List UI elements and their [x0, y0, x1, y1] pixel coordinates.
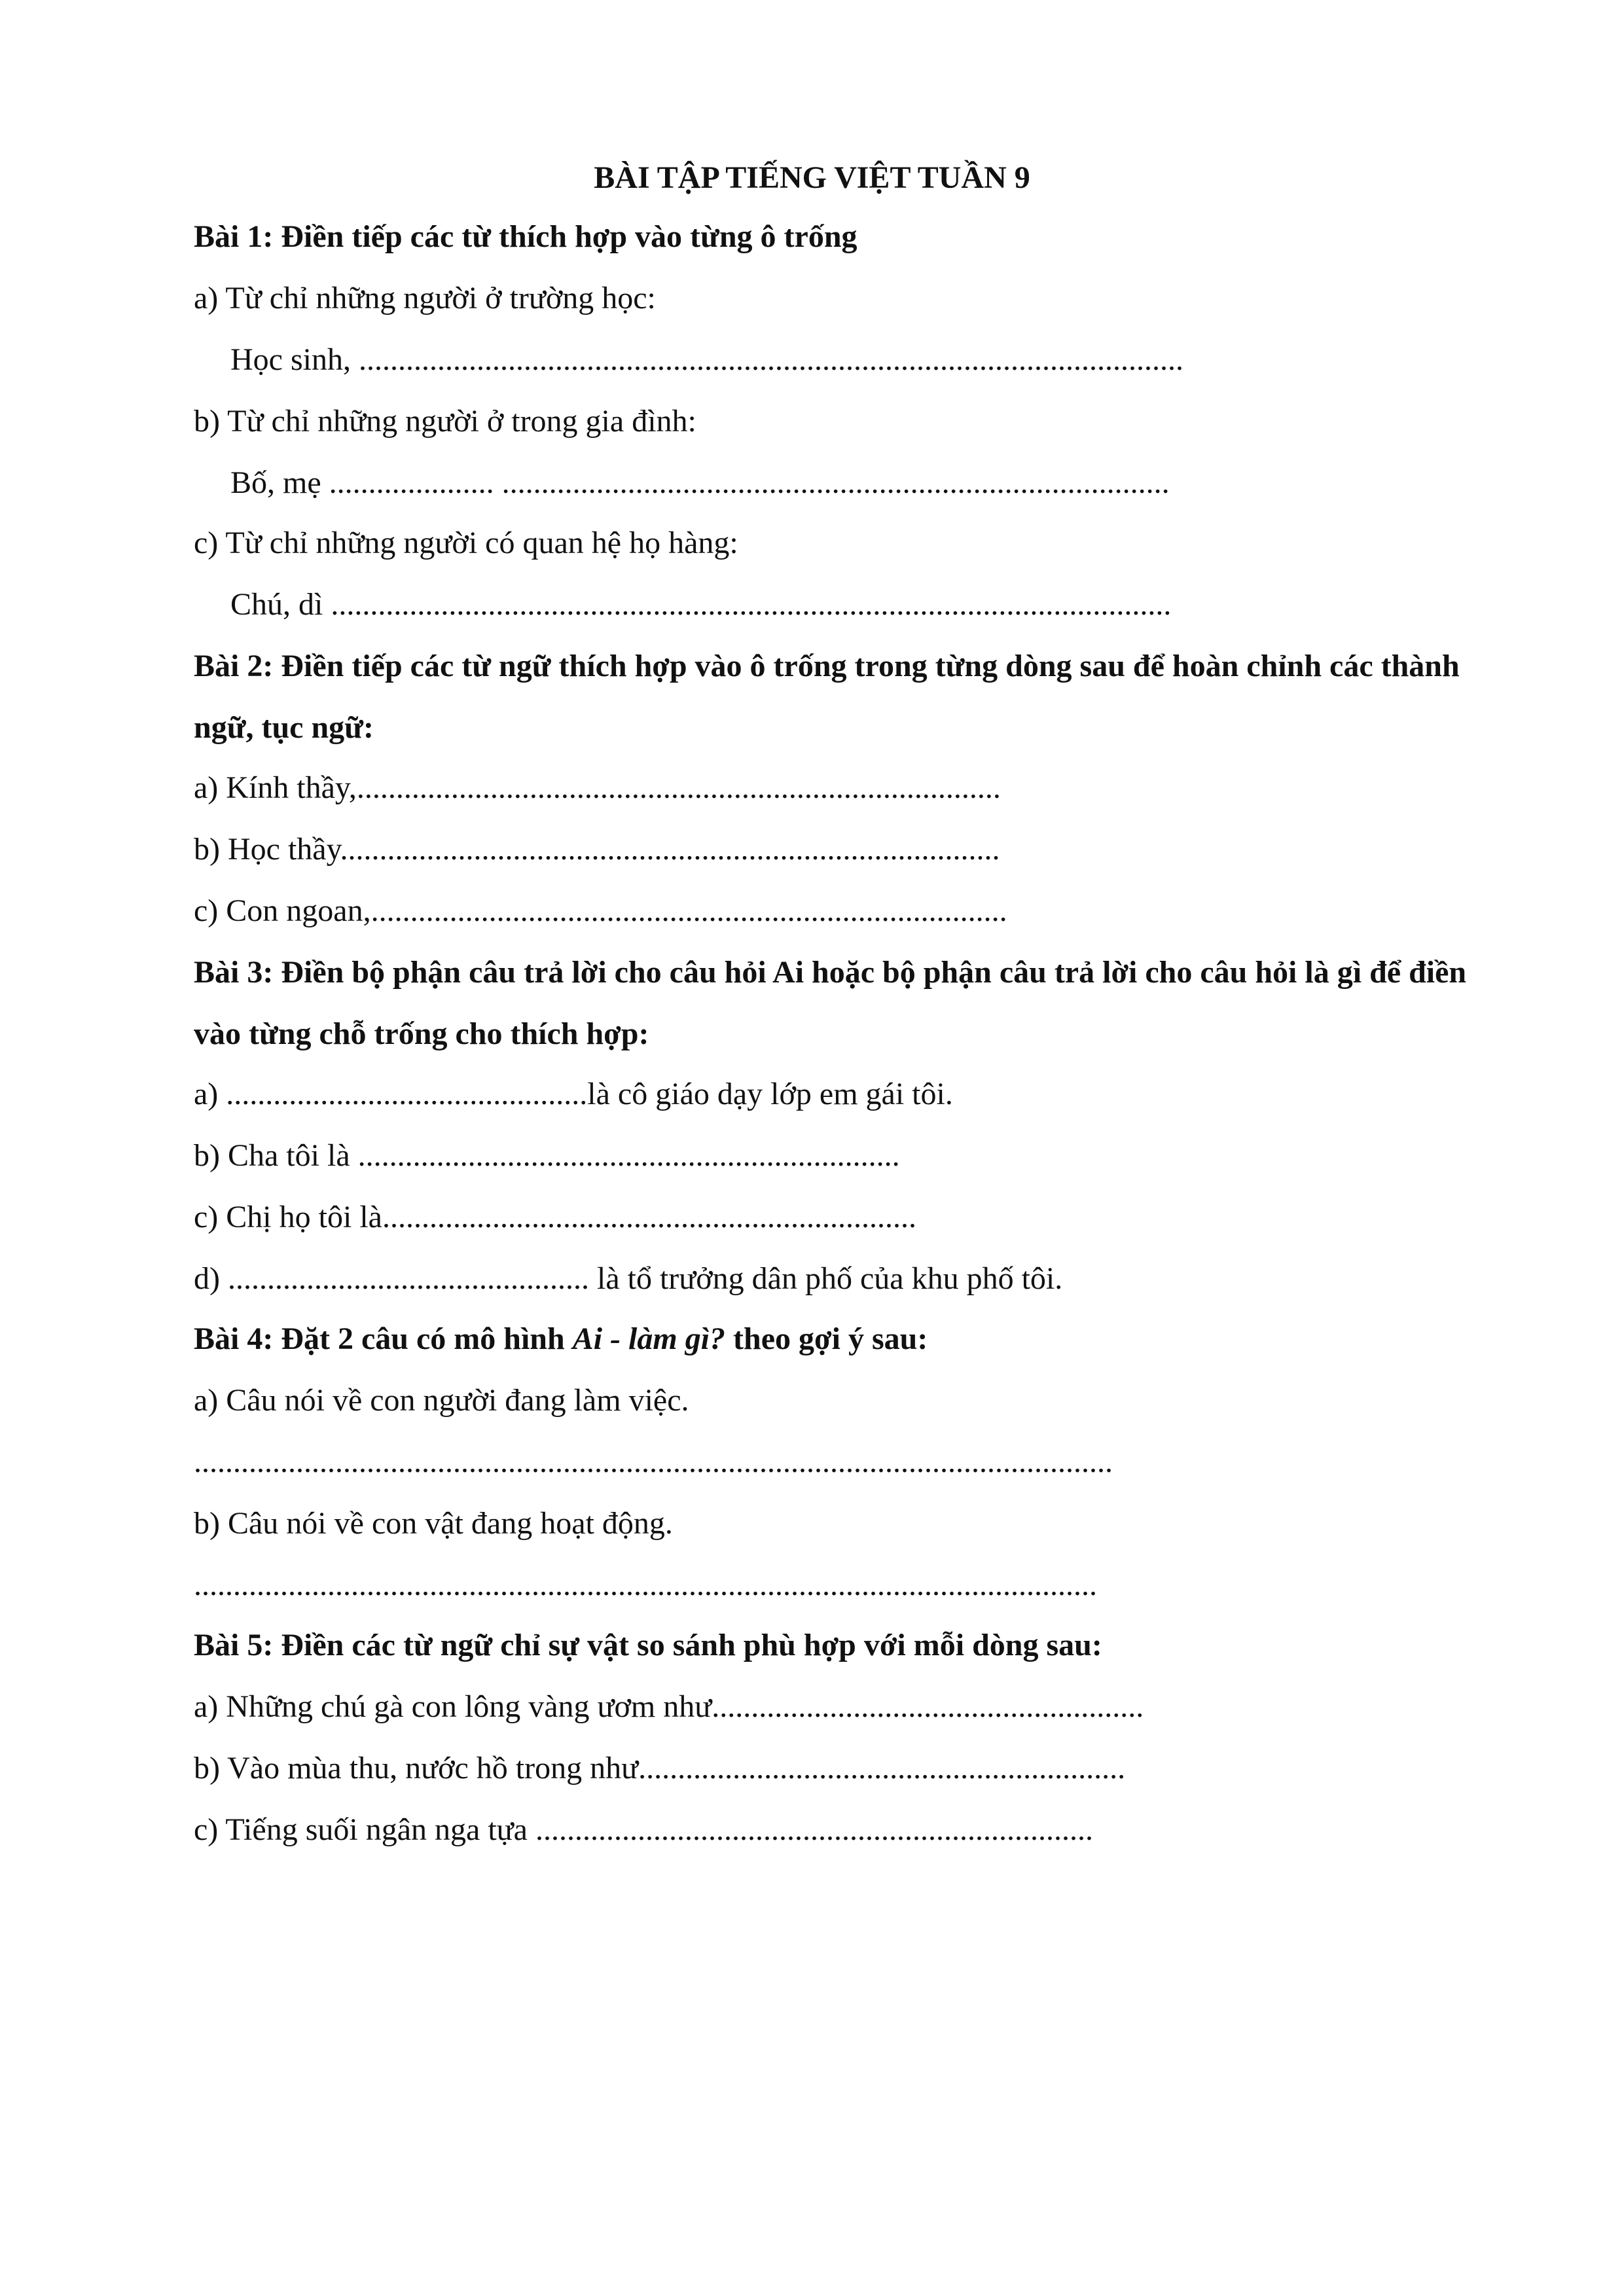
exercise-1-heading: Bài 1: Điền tiếp các từ thích hợp vào từng ô trống	[194, 219, 857, 254]
exercise-1b-answer-line: Bố, mẹ ..................... .....................................................................................	[230, 465, 1170, 500]
exercise-5b-line: b) Vào mùa thu, nước hồ trong như..............................................................	[194, 1751, 1126, 1785]
exercise-3c-line: c) Chị họ tôi là....................................................................	[194, 1200, 916, 1234]
exercise-1a-answer-line: Học sinh, .........................................................................................................	[230, 342, 1183, 377]
exercise-2a-line: a) Kính thầy,..................................................................................	[194, 770, 1001, 805]
exercise-5a-line: a) Những chú gà con lông vàng ươm như.......................................................	[194, 1689, 1144, 1724]
exercise-1c-answer-line: Chú, dì ...........................................................................................................	[230, 587, 1172, 622]
exercise-4b-prompt: b) Câu nói về con vật đang hoạt động.	[194, 1506, 673, 1541]
exercise-3-heading: Bài 3: Điền bộ phận câu trả lời cho câu hỏi Ai hoặc bộ phận câu trả lời cho câu hỏi là gì để điền vào từng chỗ trống cho thích hợp:	[194, 955, 1467, 1051]
exercise-2b-line: b) Học thầy....................................................................................	[194, 832, 1000, 867]
exercise-3d-line: d) .............................................. là tổ trưởng dân phố của khu phố tôi.	[194, 1261, 1063, 1296]
exercise-4-heading	[194, 1321, 928, 1357]
exercise-4-heading-prefix: Bài 4: Đặt 2 câu có mô hình	[194, 1321, 573, 1356]
exercise-1a-question: a) Từ chỉ những người ở trường học:	[194, 281, 656, 315]
exercise-1c-question: c) Từ chỉ những người có quan hệ họ hàng:	[194, 526, 738, 560]
exercise-3b-line: b) Cha tôi là .....................................................................	[194, 1138, 900, 1173]
exercise-4a-prompt: a) Câu nói về con người đang làm việc.	[194, 1383, 689, 1418]
exercise-2-heading: Bài 2: Điền tiếp các từ ngữ thích hợp vào ô trống trong từng dòng sau để hoàn chỉnh các thành ngữ, tục ngữ:	[194, 649, 1460, 745]
exercise-3a-line: a) ..............................................là cô giáo dạy lớp em gái tôi.	[194, 1077, 953, 1111]
exercise-4a-answer-line: .....................................................................................................................	[194, 1444, 1113, 1479]
page-title: BÀI TẬP TIẾNG VIỆT TUẦN 9	[594, 160, 1030, 195]
exercise-5c-line: c) Tiếng suối ngân nga tựa .......................................................................	[194, 1812, 1093, 1847]
exercise-4-heading-suffix: theo gợi ý sau:	[725, 1321, 928, 1356]
exercise-1b-question: b) Từ chỉ những người ở trong gia đình:	[194, 404, 696, 439]
exercise-5-heading: Bài 5: Điền các từ ngữ chỉ sự vật so sánh phù hợp với mỗi dòng sau:	[194, 1628, 1102, 1662]
exercise-2c-line: c) Con ngoan,.................................................................................	[194, 893, 1007, 928]
exercise-4b-answer-line: ...................................................................................................................	[194, 1568, 1097, 1602]
exercise-4-heading-model: Ai - làm gì?	[572, 1321, 726, 1356]
